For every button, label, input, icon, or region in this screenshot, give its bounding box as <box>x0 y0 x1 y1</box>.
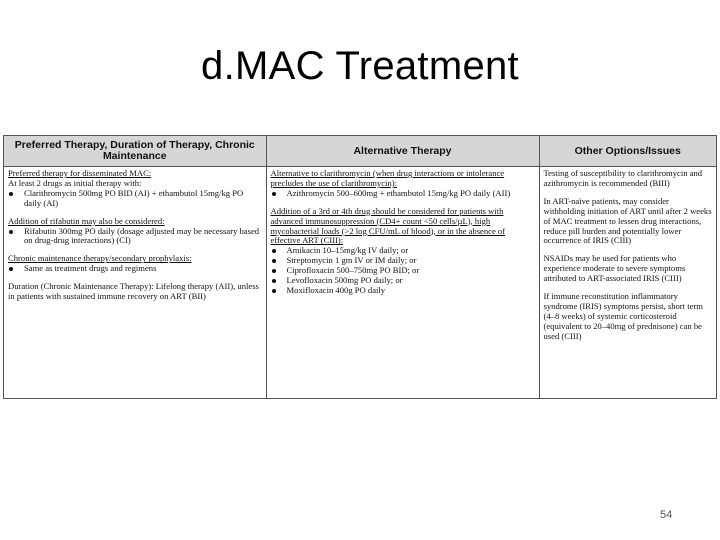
slide-title: d.MAC Treatment <box>201 44 519 88</box>
duration-text: Duration (Chronic Maintenance Therapy): Lifelong therapy (AII), unless in patients with sustained immune recovery on ART (BII) <box>8 281 259 302</box>
header-alternative-therapy: Alternative Therapy <box>266 136 539 167</box>
header-other-options: Other Options/Issues <box>539 136 716 167</box>
header-preferred-therapy: Preferred Therapy, Duration of Therapy, Chronic Maintenance <box>4 136 266 167</box>
additional-drug-item: Ciprofloxacin 500–750mg PO BID; or <box>271 266 535 276</box>
maintenance-bullet: Same as treatment drugs and regimens <box>8 264 262 274</box>
rifabutin-heading: Addition of rifabutin may also be considered: <box>8 215 165 226</box>
alternative-therapy-cell <box>266 167 539 399</box>
additional-drug-item: Streptomycin 1 gm IV or IM daily; or <box>271 256 535 266</box>
table-header-row <box>4 136 716 167</box>
additional-drug-item: Levofloxacin 500mg PO daily; or <box>271 276 535 286</box>
preferred-heading: Preferred therapy for disseminated MAC: <box>8 168 152 178</box>
additional-drug-heading: Addition of a 3rd or 4th drug should be considered for patients with advanced immunosuppression (CD4+ count <50 cells/µL), high mycobacterial loads (>2 log CFU/mL of blood), or in the absence of effective ART (CIII): <box>270 205 506 246</box>
rifabutin-bullet: Rifabutin 300mg PO daily (dosage adjusted may be necessary based on drug-drug interactions) (CI) <box>8 227 262 247</box>
maintenance-heading: Chronic maintenance therapy/secondary prophylaxis: <box>8 253 192 264</box>
preferred-bullet: Clarithromycin 500mg PO BID (AI) + ethambutol 15mg/kg PO daily (AI) <box>8 189 262 209</box>
additional-drug-item: Moxifloxacin 400g PO daily <box>271 286 535 296</box>
alternative-heading: Alternative to clarithromycin (when drug interactions or intolerance precludes the use of clarithromycin): <box>270 168 505 188</box>
other-options-cell <box>539 167 716 399</box>
other-option-text: Testing of susceptibility to clarithromycin and azithromycin is recommended (BIII) <box>543 168 703 188</box>
preferred-therapy-cell <box>4 167 266 399</box>
other-option-text: If immune reconstitution inflammatory syndrome (IRIS) symptoms persist, short term (4–8 weeks) of systemic corticosteroid (equivalent to 20–40mg of prednisone) can be used (CIII) <box>543 291 703 341</box>
page-number: 54 <box>660 509 673 521</box>
treatment-table <box>3 135 717 399</box>
alternative-bullet: Azithromycin 500–600mg + ethambutol 15mg/kg PO daily (AII) <box>271 189 535 199</box>
other-option-text: NSAIDs may be used for patients who experience moderate to severe symptoms attributed to ART-associated IRIS (CIII) <box>543 253 686 284</box>
table-body-row <box>4 167 716 399</box>
other-option-text: In ART-naïve patients, may consider withholding initiation of ART until after 2 weeks of MAC treatment to lessen drug interactions, reduce pill burden and potentially lower occurrence of IRIS (CIII) <box>543 195 712 246</box>
additional-drug-item: Amikacin 10–15mg/kg IV daily; or <box>271 246 535 256</box>
preferred-intro: At least 2 drugs as initial therapy with: <box>8 177 142 188</box>
